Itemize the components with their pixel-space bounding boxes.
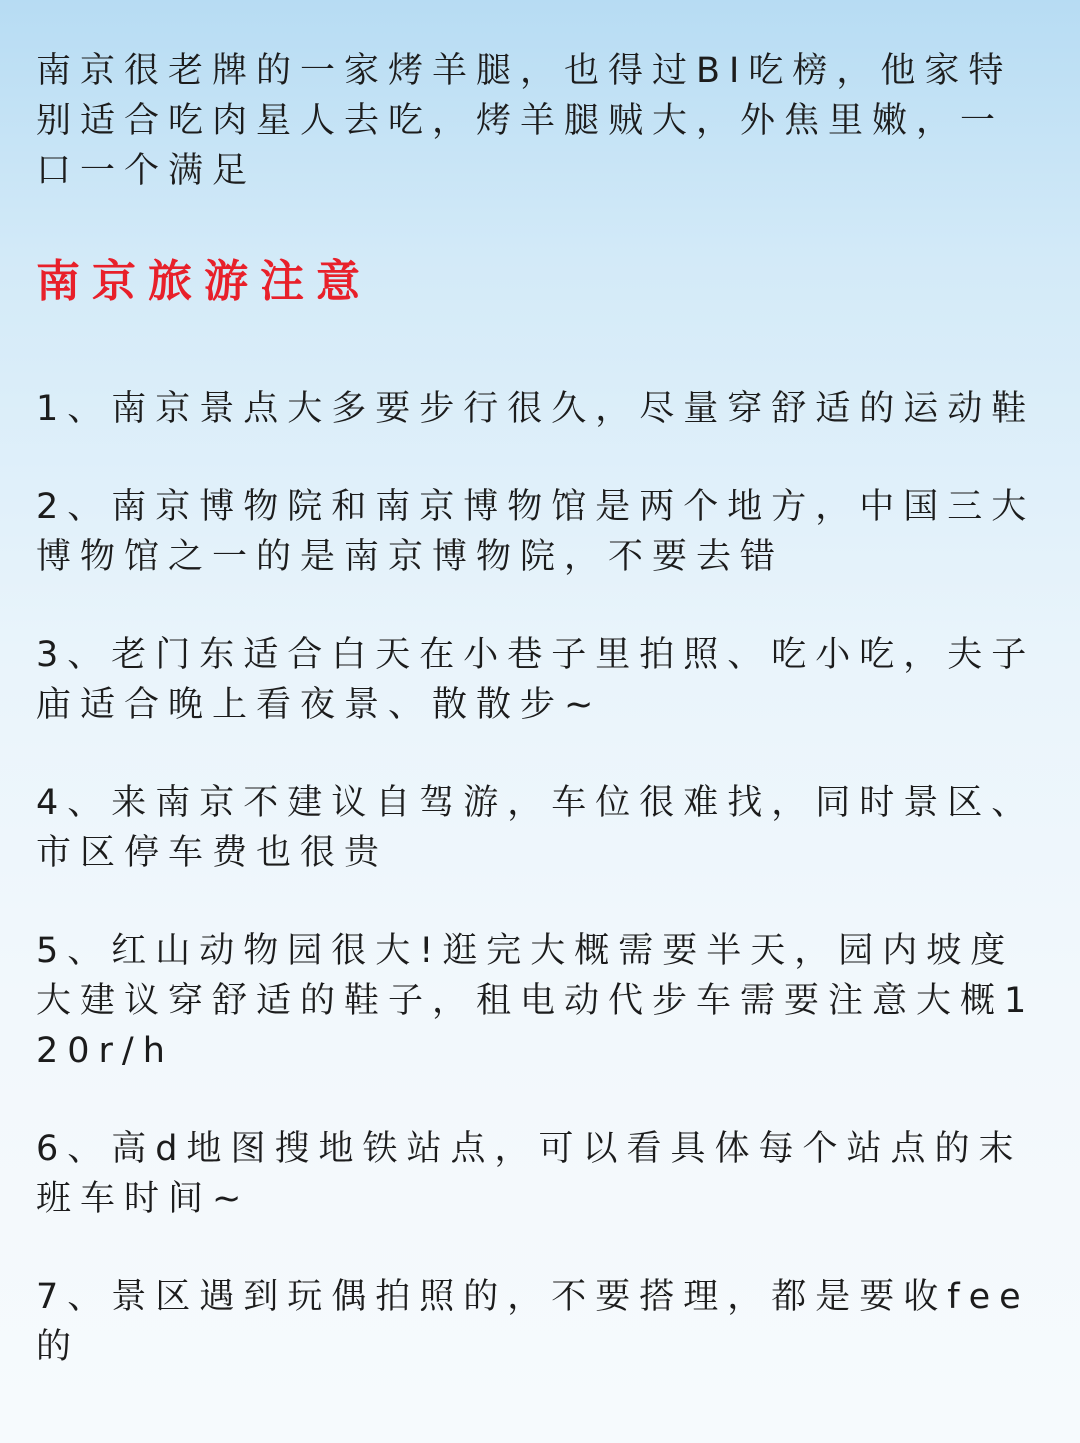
- tip-item: [36, 778, 1046, 878]
- tip-text: 2、南京博物院和南京博物馆是两个地方，中国三大博物馆之一的是南京博物院，不要去错: [36, 487, 1036, 577]
- tip-text: 1、南京景点大多要步行很久，尽量穿舒适的运动鞋: [36, 389, 1036, 429]
- section-title: 南京旅游注意: [36, 256, 372, 307]
- tip-text: 6、高d地图搜地铁站点，可以看具体每个站点的末班车时间~: [36, 1129, 1023, 1219]
- tip-text: 4、来南京不建议自驾游，车位很难找，同时景区、市区停车费也很贵: [36, 783, 1036, 873]
- intro-paragraph: 南京很老牌的一家烤羊腿，也得过BI吃榜，他家特别适合吃肉星人去吃，烤羊腿贼大，外焦里嫩，一口一个满足: [36, 51, 1013, 191]
- note-page: [36, 46, 1046, 1420]
- tips-list: [36, 384, 1046, 1372]
- tip-item: [36, 1124, 1046, 1224]
- tip-text: 7、景区遇到玩偶拍照的，不要搭理，都是要收fee的: [36, 1277, 1030, 1367]
- tip-item: [36, 482, 1046, 582]
- tip-item: [36, 384, 1046, 434]
- tip-text: 5、红山动物园很大!逛完大概需要半天，园内坡度大建议穿舒适的鞋子，租电动代步车需要注意大概120r/h: [36, 931, 1036, 1071]
- tip-item: [36, 1272, 1046, 1372]
- tip-text: 3、老门东适合白天在小巷子里拍照、吃小吃，夫子庙适合晚上看夜景、散散步~: [36, 635, 1036, 725]
- tip-item: [36, 630, 1046, 730]
- tip-item: [36, 926, 1046, 1076]
